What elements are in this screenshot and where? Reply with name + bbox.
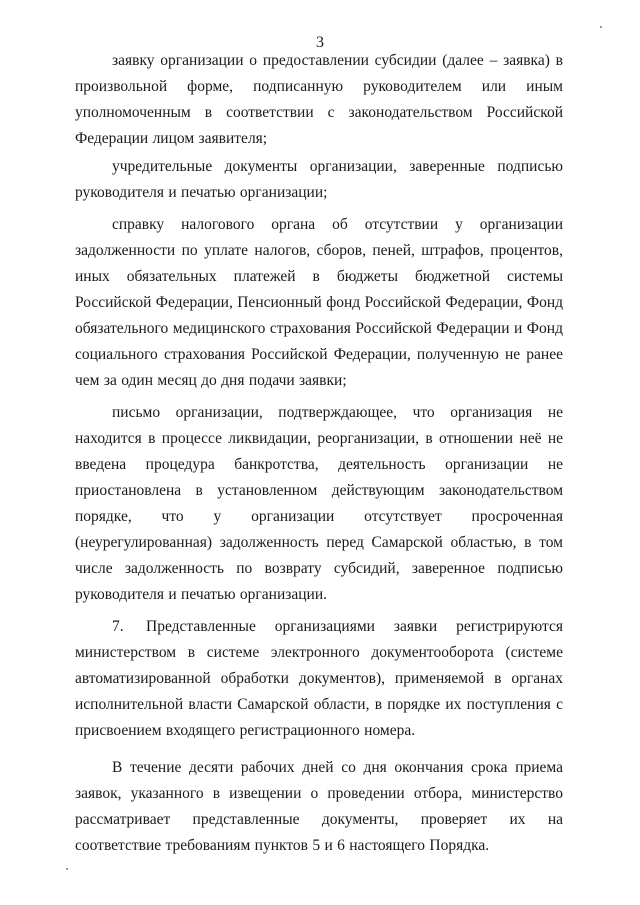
scan-speck	[66, 868, 68, 870]
document-body	[75, 48, 563, 859]
paragraph-founding-documents: учредительные документы организации, заверенные подписью руководителя и печатью организации;	[75, 158, 563, 201]
item-number: 7.	[112, 618, 124, 635]
paragraph-application: заявку организации о предоставлении субсидии (далее – заявка) в произвольной форме, подписанную руководителем или иным уполномоченным в соответствии с законодательством Российской Федерации лицом заявителя;	[75, 52, 563, 147]
scan-speck	[600, 26, 602, 28]
paragraph-review-period: В течение десяти рабочих дней со дня окончания срока приема заявок, указанного в извещении о проведении отбора, министерство рассматривает представленные документы, проверяет их на соответствие требованиям пунктов 5 и 6 настоящего Порядка.	[75, 759, 563, 854]
paragraph-tax-certificate: справку налогового органа об отсутствии у организации задолженности по уплате налогов, сборов, пеней, штрафов, процентов, иных обязательных платежей в бюджеты бюджетной системы Российской Федерации, Пенсионный фонд Российской Федерации, Фонд обязательного медицинского страхования Российской Федерации и Фонд социального страхования Российской Федерации, полученную не ранее чем за один месяц до дня подачи заявки;	[75, 216, 563, 389]
paragraph-organization-letter: письмо организации, подтверждающее, что организация не находится в процессе ликвидации, реорганизации, в отношении неё не введена процедура банкротства, деятельность организации не приостановлена в установленном действующим законодательством порядке, что у организации отсутствует просроченная (неурегулированная) задолженность перед Самарской областью, в том числе задолженность по возврату субсидий, заверенное подписью руководителя и печатью организации.	[75, 404, 563, 603]
paragraph-item-7	[75, 614, 563, 744]
item-7-text: Представленные организациями заявки регистрируются министерством в системе электронного документооборота (системе автоматизированной обработки документов), применяемой в органах исполнительной власти Самарской области, в порядке их поступления с присвоением входящего регистрационного номера.	[75, 618, 563, 739]
page-number: 3	[316, 34, 324, 51]
